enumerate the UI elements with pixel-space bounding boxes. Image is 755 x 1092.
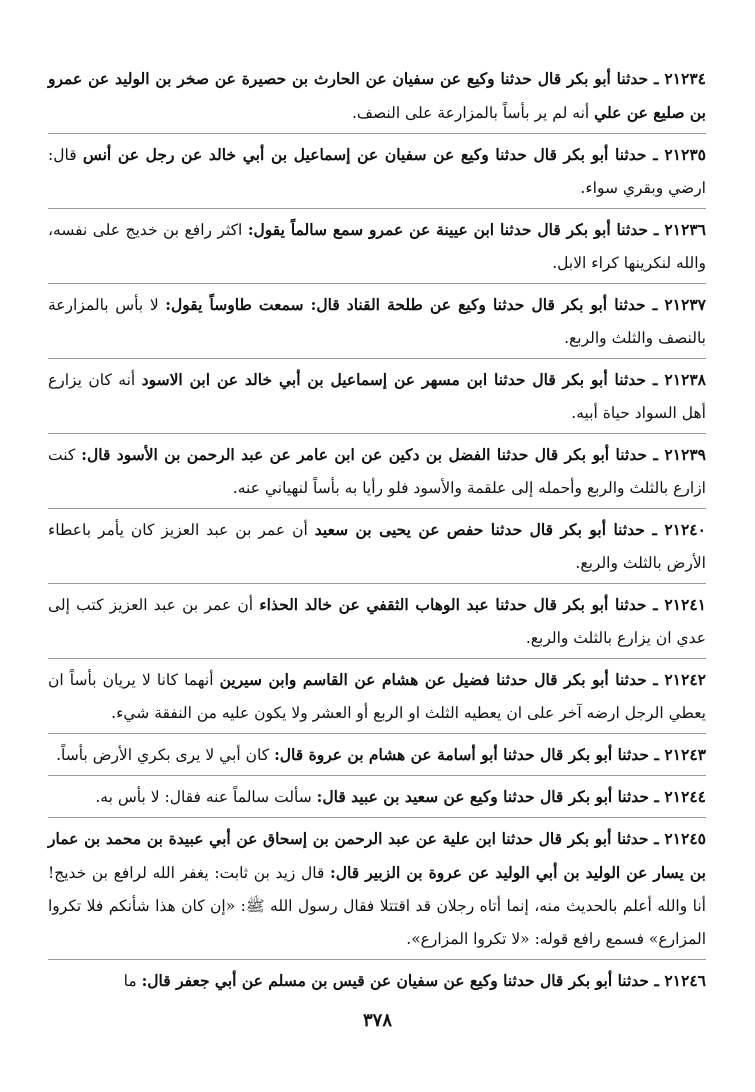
hadith-entry: ٢١٢٣٥ ـ حدثنا أبو بكر قال حدثنا وكيع عن سفيان عن إسماعيل بن أبي خالد عن رجل عن أنس قال: ارضي وبقري سواء.: [48, 138, 706, 209]
hadith-isnad: حدثنا أبو بكر قال حدثنا أبو أسامة عن هشام بن عروة قال:: [274, 745, 650, 764]
hadith-page: [48, 62, 706, 1005]
hadith-isnad: حدثنا أبو بكر قال حدثنا وكيع عن سفيان عن قيس بن مسلم عن أبي جعفر قال:: [141, 971, 650, 990]
hadith-entry: ٢١٢٤٢ ـ حدثنا أبو بكر قال حدثنا فضيل عن هشام عن القاسم وابن سيرين أنهما كانا لا يريان بأساً ان يعطي الرجل ارضه آخر على ان يعطيه الثلث او الربع أو العشر ولا يكون عليه من النفقة شيء.: [48, 663, 706, 734]
hadith-number: ٢١٢٣٥: [664, 145, 706, 164]
hadith-number: ٢١٢٣٦: [664, 220, 706, 239]
hadith-matn: أن عمر بن عبد العزيز كتب إلى عدي ان يزارع بالثلث والربع.: [48, 596, 706, 647]
hadith-matn: كنت ازارع بالثلث والربع وأحمله إلى علقمة والأسود فلو رأيا به بأساً لنهياني عنه.: [48, 446, 706, 497]
hadith-matn: كان أبي لا يرى بكري الأرض بأساً.: [56, 746, 270, 764]
hadith-number: ٢١٢٤٣: [664, 745, 706, 764]
hadith-isnad: حدثنا أبو بكر قال حدثنا ابن علية عن عبد الرحمن بن إسحاق عن أبي عبيدة بن محمد بن عمار بن يسار عن الوليد بن أبي الوليد عن عروة بن الزبير قال:: [48, 829, 706, 882]
hadith-number: ٢١٢٣٨: [664, 370, 707, 389]
hadith-number: ٢١٢٤١: [664, 595, 706, 614]
hadith-number: ٢١٢٣٧: [664, 295, 706, 314]
hadith-isnad: حدثنا أبو بكر قال حدثنا فضيل عن هشام عن القاسم وابن سيرين: [219, 670, 647, 689]
hadith-number: ٢١٢٣٤: [664, 69, 706, 88]
hadith-matn: قال زيد بن ثابت: يغفر الله لرافع بن خديج! أنا والله أعلم بالحديث منه، إنما أتاه رجلان قد اقتتلا فقال رسول الله ﷺ: «إن كان هذا شأنكم فلا تكروا المزارع» فسمع رافع قوله: «لا تكروا المزارع».: [48, 864, 706, 948]
hadith-number: ٢١٢٤٠: [664, 520, 706, 539]
hadith-matn: لا بأس بالمزارعة بالنصف والثلث والربع.: [48, 296, 706, 347]
hadith-isnad: حدثنا أبو بكر قال حدثنا الفضل بن دكين عن ابن عامر عن عبد الرحمن بن الأسود قال:: [81, 445, 647, 464]
hadith-isnad: حدثنا أبو بكر قال حدثنا عبد الوهاب الثقفي عن خالد الحذاء: [259, 595, 647, 614]
hadith-entry: ٢١٢٤٤ ـ حدثنا أبو بكر قال حدثنا وكيع عن سعيد بن عبيد قال: سألت سالماً عنه فقال: لا بأس به.: [48, 780, 706, 818]
hadith-matn: أنهما كانا لا يريان بأساً ان يعطي الرجل ارضه آخر على ان يعطيه الثلث او الربع أو العشر ولا يكون عليه من النفقة شيء.: [48, 671, 706, 722]
hadith-matn: سألت سالماً عنه فقال: لا بأس به.: [95, 788, 312, 806]
hadith-entry: ٢١٢٣٧ ـ حدثنا أبو بكر قال حدثنا وكيع عن طلحة القناد قال: سمعت طاوساً يقول: لا بأس بالمزارعة بالنصف والثلث والربع.: [48, 288, 706, 359]
hadith-matn: أنه لم ير بأساً بالمزارعة على النصف.: [352, 104, 590, 122]
hadith-isnad: حدثنا أبو بكر قال حدثنا وكيع عن سفيان عن الحارث بن حصيرة عن صخر بن الوليد عن عمرو بن صليع عن علي: [48, 69, 706, 122]
hadith-isnad: حدثنا أبو بكر قال حدثنا ابن مسهر عن إسماعيل بن أبي خالد عن ابن الاسود: [141, 370, 646, 389]
hadith-isnad: حدثنا أبو بكر قال حدثنا وكيع عن سفيان عن إسماعيل بن أبي خالد عن رجل عن أنس: [82, 145, 647, 164]
hadith-isnad: حدثنا أبو بكر قال حدثنا وكيع عن سعيد بن عبيد قال:: [316, 787, 650, 806]
hadith-entry: ٢١٢٤٥ ـ حدثنا أبو بكر قال حدثنا ابن علية عن عبد الرحمن بن إسحاق عن أبي عبيدة بن محمد بن عمار بن يسار عن الوليد بن أبي الوليد عن عروة بن الزبير قال: قال زيد بن ثابت: يغفر الله لرافع بن خديج! أنا والله أعلم بالحديث منه، إنما أتاه رجلان قد اقتتلا فقال رسول الله ﷺ: «إن كان هذا شأنكم فلا تكروا المزارع» فسمع رافع قوله: «لا تكروا المزارع».: [48, 822, 706, 960]
hadith-entry: ٢١٢٤٦ ـ حدثنا أبو بكر قال حدثنا وكيع عن سفيان عن قيس بن مسلم عن أبي جعفر قال: ما: [123, 971, 706, 990]
page-number: ٣٧٨: [362, 1010, 392, 1031]
hadith-number: ٢١٢٤٤: [664, 787, 706, 806]
hadith-isnad: حدثنا أبو بكر قال حدثنا ابن عيينة عن عمرو سمع سالماً يقول:: [247, 220, 648, 239]
hadith-entry: ٢١٢٤١ ـ حدثنا أبو بكر قال حدثنا عبد الوهاب الثقفي عن خالد الحذاء أن عمر بن عبد العزيز كتب إلى عدي ان يزارع بالثلث والربع.: [48, 588, 706, 659]
hadith-number: ٢١٢٤٥: [664, 829, 706, 848]
hadith-entry: ٢١٢٣٦ ـ حدثنا أبو بكر قال حدثنا ابن عيينة عن عمرو سمع سالماً يقول: اكثر رافع بن خديج على نفسه، والله لنكرينها كراء الابل.: [48, 213, 706, 284]
hadith-entry: ٢١٢٣٨ ـ حدثنا أبو بكر قال حدثنا ابن مسهر عن إسماعيل بن أبي خالد عن ابن الاسود أنه كان يزارع أهل السواد حياة أبيه.: [48, 363, 706, 434]
hadith-isnad: حدثنا أبو بكر قال حدثنا وكيع عن طلحة القناد قال: سمعت طاوساً يقول:: [165, 295, 646, 314]
hadith-matn: أن عمر بن عبد العزيز كان يأمر باعطاء الأرض بالثلث والربع.: [48, 521, 706, 572]
hadith-entry: ٢١٢٣٤ ـ حدثنا أبو بكر قال حدثنا وكيع عن سفيان عن الحارث بن حصيرة عن صخر بن الوليد عن عمرو بن صليع عن علي أنه لم ير بأساً بالمزارعة على النصف.: [48, 62, 706, 134]
hadith-matn: أنه كان يزارع أهل السواد حياة أبيه.: [48, 371, 706, 422]
hadith-number: ٢١٢٤٦: [664, 971, 706, 990]
hadith-entry: ٢١٢٤٣ ـ حدثنا أبو بكر قال حدثنا أبو أسامة عن هشام بن عروة قال: كان أبي لا يرى بكري الأرض بأساً.: [48, 738, 706, 776]
hadith-matn: قال: ارضي وبقري سواء.: [48, 146, 706, 197]
hadith-number: ٢١٢٤٢: [664, 670, 706, 689]
hadith-matn: ما: [123, 972, 137, 990]
hadith-isnad: حدثنا أبو بكر قال حدثنا حفص عن يحيى بن سعيد: [314, 520, 645, 539]
hadith-matn: اكثر رافع بن خديج على نفسه، والله لنكرينها كراء الابل.: [48, 221, 706, 272]
hadith-entry: ٢١٢٣٩ ـ حدثنا أبو بكر قال حدثنا الفضل بن دكين عن ابن عامر عن عبد الرحمن بن الأسود قال: كنت ازارع بالثلث والربع وأحمله إلى علقمة والأسود فلو رأيا به بأساً لنهياني عنه.: [48, 438, 706, 509]
hadith-entry: ٢١٢٤٠ ـ حدثنا أبو بكر قال حدثنا حفص عن يحيى بن سعيد أن عمر بن عبد العزيز كان يأمر باعطاء الأرض بالثلث والربع.: [48, 513, 706, 584]
hadith-number: ٢١٢٣٩: [664, 445, 706, 464]
